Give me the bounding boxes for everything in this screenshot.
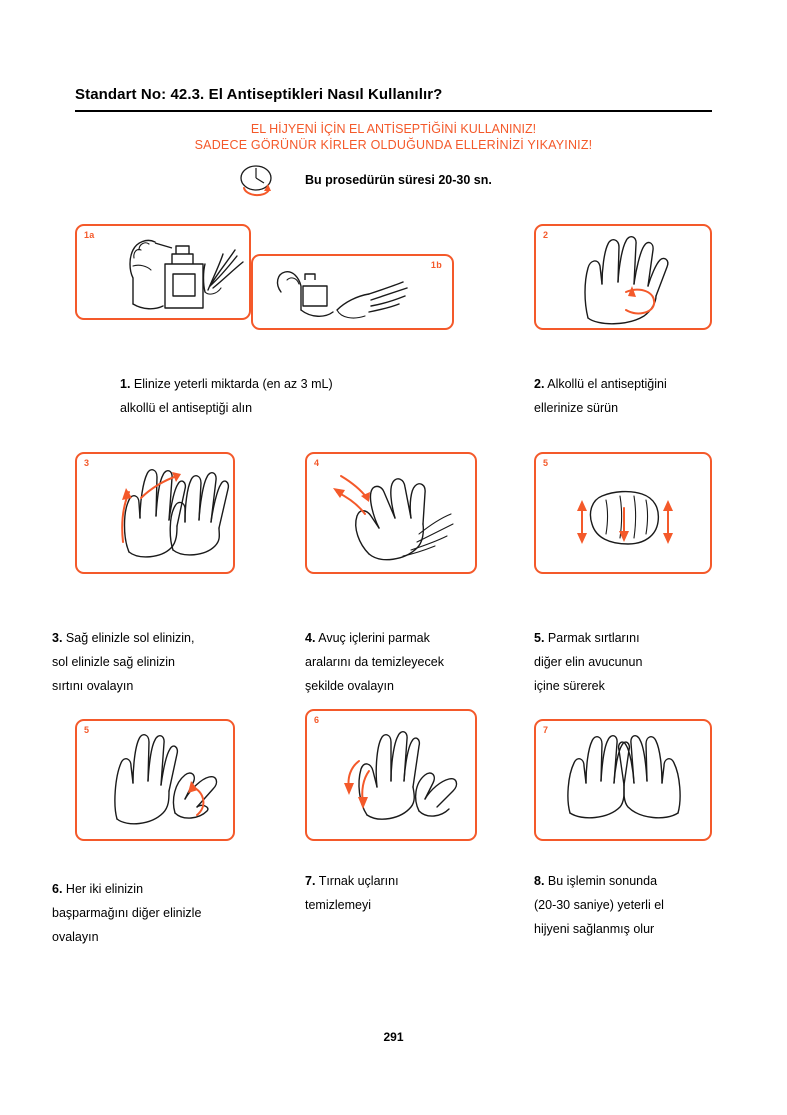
panel-label: 2 — [543, 230, 549, 240]
title-divider — [75, 110, 712, 112]
panel-label: 1b — [430, 260, 442, 270]
panel-label: 4 — [314, 458, 320, 468]
step-5-caption — [534, 626, 734, 698]
step-text-line: alkollü el antiseptiği alın — [120, 401, 253, 415]
step-text-line: Parmak sırtlarını — [547, 631, 640, 645]
duration-note: Bu prosedürün süresi 20-30 sn. — [305, 173, 492, 187]
step-text-line: şekilde ovalayın — [305, 679, 394, 693]
step-text-line: sırtını ovalayın — [52, 679, 134, 693]
subtitle-block — [75, 121, 712, 153]
panel-1b — [251, 254, 454, 330]
panel-label: 7 — [543, 725, 549, 735]
panel-5 — [534, 452, 712, 574]
step-number: 8. — [534, 874, 545, 888]
step-text-line: aralarını da temizleyecek — [305, 655, 444, 669]
step-3-caption — [52, 626, 282, 698]
step-number: 7. — [305, 874, 316, 888]
step-8-caption — [534, 869, 749, 941]
panel-label: 5 — [84, 725, 90, 735]
step-text-line: başparmağını diğer elinizle — [52, 906, 202, 920]
panel-label: 3 — [84, 458, 90, 468]
page-title: Standart No: 42.3. El Antiseptikleri Nasıl Kullanılır? — [75, 86, 443, 103]
panel-2 — [534, 224, 712, 330]
step-text-line: Tırnak uçlarını — [318, 874, 399, 888]
step-text-line: Bu işlemin sonunda — [547, 874, 658, 888]
step-number: 6. — [52, 882, 63, 896]
step-2-caption — [534, 372, 744, 420]
step-number: 2. — [534, 377, 545, 391]
subtitle-line-1: EL HİJYENİ İÇİN EL ANTİSEPTİĞİNİ KULLANINIZ! — [250, 122, 537, 136]
step-1-caption — [120, 372, 420, 420]
step-text-line: temizlemeyi — [305, 898, 371, 912]
panel-8 — [534, 719, 712, 841]
page-number: 291 — [383, 1030, 404, 1044]
step-text-line: içine sürerek — [534, 679, 605, 693]
step-6-caption — [52, 877, 287, 949]
step-text-line: (20-30 saniye) yeterli el — [534, 898, 664, 912]
panel-label: 6 — [314, 715, 320, 725]
clock-icon — [230, 160, 290, 208]
panel-label: 5 — [543, 458, 549, 468]
step-4-caption — [305, 626, 520, 698]
step-number: 1. — [120, 377, 131, 391]
panel-label: 1a — [84, 230, 95, 240]
step-7-caption — [305, 869, 505, 917]
step-text-line: Her iki elinizin — [65, 882, 144, 896]
panel-3 — [75, 452, 235, 574]
step-number: 5. — [534, 631, 545, 645]
panel-4 — [305, 452, 477, 574]
step-text-line: ovalayın — [52, 930, 99, 944]
step-number: 3. — [52, 631, 63, 645]
step-text-line: ellerinize sürün — [534, 401, 619, 415]
panel-6 — [75, 719, 235, 841]
step-number: 4. — [305, 631, 316, 645]
step-text-line: Alkollü el antiseptiğini — [547, 377, 667, 391]
step-text-line: hijyeni sağlanmış olur — [534, 922, 655, 936]
step-text-line: Elinize yeterli miktarda (en az 3 mL) — [133, 377, 333, 391]
panel-1a — [75, 224, 251, 320]
panel-7 — [305, 709, 477, 841]
step-text-line: diğer elin avucunun — [534, 655, 643, 669]
step-text-line: Sağ elinizle sol elinizin, — [65, 631, 195, 645]
step-text-line: Avuç içlerini parmak — [318, 631, 430, 645]
step-text-line: sol elinizle sağ elinizin — [52, 655, 175, 669]
subtitle-line-2: SADECE GÖRÜNÜR KİRLER OLDUĞUNDA ELLERİNİZİ YIKAYINIZ! — [194, 138, 593, 152]
